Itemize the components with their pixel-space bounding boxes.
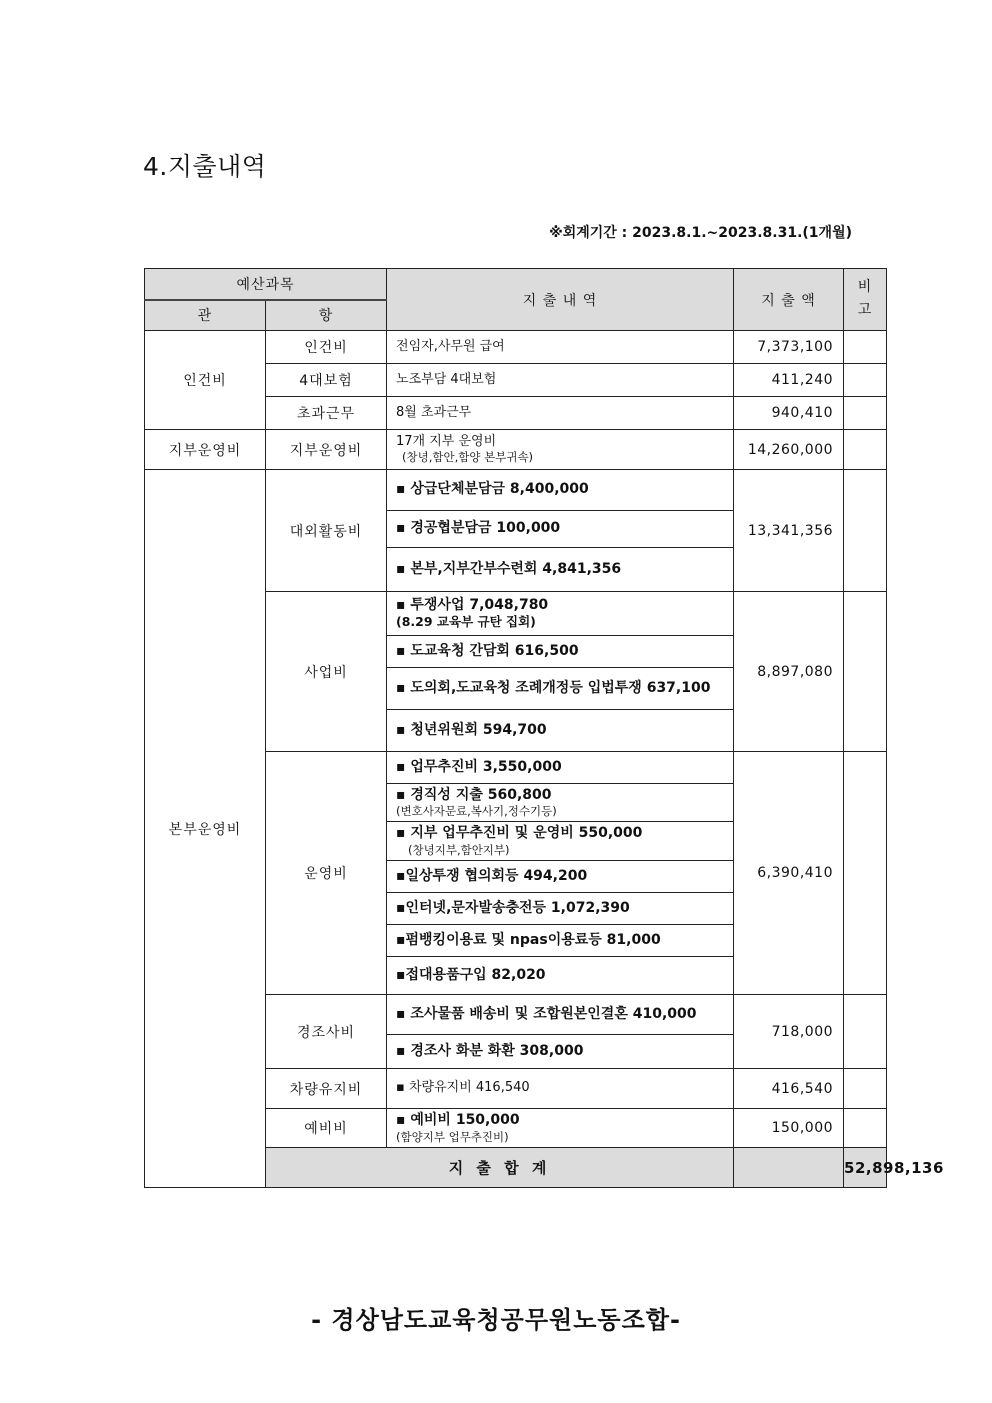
remark-cell: [844, 592, 887, 752]
detail-cell: [387, 822, 734, 861]
accounting-period: ※회계기간 : 2023.8.1.~2023.8.31.(1개월): [549, 225, 852, 241]
amount-cell: 150,000: [734, 1109, 844, 1148]
gwan-branch: 지부운영비: [145, 430, 266, 470]
hang-cell: 예비비: [266, 1109, 387, 1148]
remark-cell: [844, 397, 887, 430]
detail-cell: ▪접대용품구입 82,020: [387, 957, 734, 995]
detail-cell: 노조부담 4대보험: [387, 364, 734, 397]
remark-cell: [844, 470, 887, 592]
detail-cell: 전임자,사무원 급여: [387, 331, 734, 364]
remark-cell: [844, 1109, 887, 1148]
detail-cell: ▪ 도교육청 간담회 616,500: [387, 636, 734, 668]
amount-cell: 8,897,080: [734, 592, 844, 752]
detail-cell: ▪ 차량유지비 416,540: [387, 1069, 734, 1109]
remark-cell: [844, 1069, 887, 1109]
hang-cell: 경조사비: [266, 995, 387, 1069]
detail-cell: 8월 초과근무: [387, 397, 734, 430]
detail-line: ▪ 지부 업무추진비 및 운영비 550,000: [396, 825, 643, 842]
page-title: 4.지출내역: [143, 152, 267, 181]
header-detail: 지 출 내 역: [387, 269, 734, 331]
remark-cell: [844, 752, 887, 995]
amount-cell: 13,341,356: [734, 470, 844, 592]
header-remark-1: 비: [857, 278, 873, 295]
detail-cell: [387, 592, 734, 636]
detail-cell: ▪ 도의회,도교육청 조례개정등 입법투쟁 637,100: [387, 668, 734, 710]
gwan-personnel: 인건비: [145, 331, 266, 430]
hang-cell: 4대보험: [266, 364, 387, 397]
detail-line: ▪ 투쟁사업 7,048,780: [396, 596, 549, 613]
remark-cell: [844, 995, 887, 1069]
header-gwan: 관: [145, 300, 266, 331]
amount-cell: 6,390,410: [734, 752, 844, 995]
detail-cell: ▪ 경공협분담금 100,000: [387, 511, 734, 548]
detail-line: ▪ 예비비 150,000: [396, 1112, 520, 1129]
header-remark: [844, 269, 887, 331]
detail-sub: (변호사자문료,복사기,정수기등): [396, 804, 557, 819]
detail-line: ▪ 경직성 지출 560,800: [396, 786, 552, 803]
detail-cell: ▪인터넷,문자발송충전등 1,072,390: [387, 893, 734, 925]
gwan-hq: 본부운영비: [145, 470, 266, 1188]
detail-sub: (창녕,함안,함양 본부귀속): [402, 450, 534, 465]
amount-cell: 7,373,100: [734, 331, 844, 364]
header-hang: 항: [266, 300, 387, 331]
amount-cell: 718,000: [734, 995, 844, 1069]
detail-cell: ▪펌뱅킹이용료 및 npas이용료등 81,000: [387, 925, 734, 957]
amount-cell: 940,410: [734, 397, 844, 430]
total-detail: [734, 1148, 844, 1188]
detail-sub: (8.29 교육부 규탄 집회): [396, 614, 536, 630]
hang-cell: 차량유지비: [266, 1069, 387, 1109]
expense-table: [144, 268, 944, 1188]
header-budget-item: 예산과목: [145, 269, 387, 300]
total-amount: 52,898,136: [844, 1148, 887, 1188]
header-remark-2: 고: [857, 301, 873, 318]
detail-cell: ▪ 조사물품 배송비 및 조합원본인결혼 410,000: [387, 995, 734, 1035]
detail-cell: [387, 430, 734, 470]
detail-cell: ▪ 청년위원회 594,700: [387, 710, 734, 752]
detail-sub: (창녕지부,함안지부): [408, 842, 510, 857]
hang-cell: 대외활동비: [266, 470, 387, 592]
remark-cell: [844, 430, 887, 470]
detail-line: 17개 지부 운영비: [396, 434, 497, 450]
header-amount: 지 출 액: [734, 269, 844, 331]
detail-cell: [387, 784, 734, 822]
organization-name: - 경상남도교육청공무원노동조합-: [311, 1306, 681, 1334]
amount-cell: 14,260,000: [734, 430, 844, 470]
detail-cell: ▪ 상급단체분담금 8,400,000: [387, 470, 734, 511]
detail-cell: ▪ 업무추진비 3,550,000: [387, 752, 734, 784]
hang-cell: 초과근무: [266, 397, 387, 430]
hang-cell: 지부운영비: [266, 430, 387, 470]
hang-cell: 인건비: [266, 331, 387, 364]
detail-cell: [387, 1109, 734, 1148]
remark-cell: [844, 364, 887, 397]
total-label: 지 출 합 계: [266, 1148, 734, 1188]
detail-cell: ▪ 경조사 화분 화환 308,000: [387, 1035, 734, 1069]
detail-cell: ▪ 본부,지부간부수련회 4,841,356: [387, 548, 734, 592]
hang-cell: 사업비: [266, 592, 387, 752]
hang-cell: 운영비: [266, 752, 387, 995]
amount-cell: 416,540: [734, 1069, 844, 1109]
amount-cell: 411,240: [734, 364, 844, 397]
remark-cell: [844, 331, 887, 364]
detail-cell: ▪일상투쟁 협의회등 494,200: [387, 861, 734, 893]
detail-sub: (함양지부 업무추진비): [396, 1129, 509, 1144]
